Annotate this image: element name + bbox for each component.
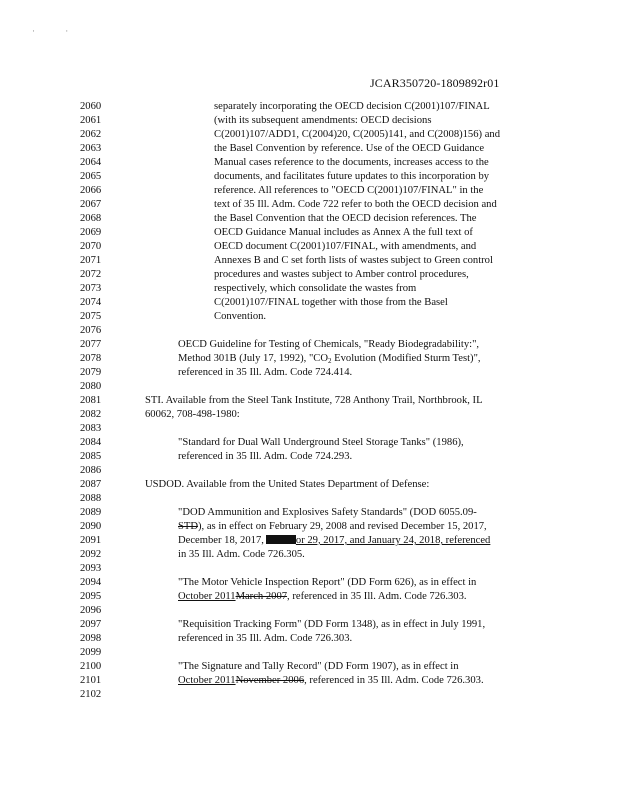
line-text-part: ), as in effect on February 29, 2008 and revised December 15, 2017, [198,521,487,532]
line-number: 2063 [80,143,102,154]
line-number: 2098 [80,633,102,644]
line-text: USDOD. Available from the United States Department of Defense: [145,479,430,490]
line-text [178,352,481,366]
line-number: 2079 [80,367,102,378]
line-number: 2062 [80,129,102,140]
line-row [0,240,618,254]
line-row [0,128,618,142]
line-text: C(2001)107/FINAL together with those from the Basel [214,297,448,308]
line-text: "Requisition Tracking Form" (DD Form 1348), as in effect in July 1991, [178,619,486,630]
line-number: 2101 [80,675,102,686]
line-text: 60062, 708-498-1980: [145,409,240,420]
line-text: C(2001)107/ADD1, C(2004)20, C(2005)141, and C(2008)156) and [214,129,501,140]
line-number: 2082 [80,409,102,420]
line-number: 2087 [80,479,102,490]
line-row [0,450,618,464]
line-row [0,674,618,688]
line-row [0,198,618,212]
line-row [0,212,618,226]
line-row [0,534,618,548]
line-text: referenced in 35 Ill. Adm. Code 724.414. [178,367,353,378]
line-text: procedures and wastes subject to Amber control procedures, [214,269,469,280]
line-text-part: , referenced in 35 Ill. Adm. Code 726.303. [304,675,484,686]
line-number: 2069 [80,227,102,238]
line-row [0,660,618,674]
line-text-part: Evolution (Modified Sturm Test)", [331,353,481,364]
line-text: the Basel Convention that the OECD decision references. The [214,213,477,224]
line-number: 2074 [80,297,102,308]
line-row [0,464,618,478]
line-row [0,688,618,702]
line-row [0,184,618,198]
line-number: 2064 [80,157,102,168]
document-id: JCAR350720-1809892r01 [370,76,500,90]
struck-text: March 2007 [235,591,288,602]
line-text: "DOD Ammunition and Explosives Safety Standards" (DOD 6055.09- [178,507,477,518]
line-row [0,380,618,394]
line-text: OECD document C(2001)107/FINAL, with amendments, and [214,241,477,252]
line-number: 2077 [80,339,102,350]
line-number: 2096 [80,605,102,616]
line-number: 2088 [80,493,102,504]
line-text [178,590,467,604]
line-text: referenced in 35 Ill. Adm. Code 726.303. [178,633,353,644]
line-number: 2065 [80,171,102,182]
struck-text: November 2006 [235,675,305,686]
underlined-text: October 2011 [178,675,236,686]
line-row [0,520,618,534]
line-row [0,548,618,562]
line-row [0,282,618,296]
line-text [178,674,484,688]
line-row [0,100,618,114]
line-text: OECD Guidance Manual includes as Annex A the full text of [214,227,473,238]
line-text: in 35 Ill. Adm. Code 726.305. [178,549,305,560]
struck-text: STD [178,521,199,532]
line-row [0,562,618,576]
line-number: 2083 [80,423,102,434]
line-row [0,576,618,590]
line-text: (with its subsequent amendments: OECD decisions [214,115,432,126]
line-text: OECD Guideline for Testing of Chemicals, "Ready Biodegradability:", [178,339,480,350]
line-number: 2095 [80,591,102,602]
line-number: 2085 [80,451,102,462]
line-number: 2060 [80,101,102,112]
line-row [0,646,618,660]
line-number: 2075 [80,311,102,322]
line-number: 2068 [80,213,102,224]
underlined-text: October 2011 [178,591,236,602]
underlined-text: or 29, 2017, and January 24, 2018, referenced [295,535,491,546]
line-text: text of 35 Ill. Adm. Code 722 refer to both the OECD decision and [214,199,497,210]
line-row [0,156,618,170]
line-row [0,506,618,520]
line-row [0,226,618,240]
line-text: Convention. [214,311,267,322]
line-number: 2100 [80,661,102,672]
line-row [0,618,618,632]
line-row [0,338,618,352]
line-row [0,310,618,324]
line-row [0,324,618,338]
line-row [0,632,618,646]
line-number: 2086 [80,465,102,476]
line-number: 2067 [80,199,102,210]
line-number: 2094 [80,577,102,588]
line-row [0,142,618,156]
line-number: 2084 [80,437,102,448]
line-number: 2097 [80,619,102,630]
redaction-block [266,535,296,544]
line-text: "The Motor Vehicle Inspection Report" (DD Form 626), as in effect in [178,577,477,588]
corner-marks: · · [32,26,83,36]
line-text: Manual cases reference to the documents, increases access to the [214,157,489,168]
line-number: 2061 [80,115,102,126]
line-text: "Standard for Dual Wall Underground Steel Storage Tanks" (1986), [178,437,464,448]
line-number: 2090 [80,521,102,532]
line-row [0,170,618,184]
line-number: 2070 [80,241,102,252]
line-row [0,436,618,450]
line-number: 2102 [80,689,102,700]
line-text: the Basel Convention by reference. Use of the OECD Guidance [214,143,485,154]
line-row [0,492,618,506]
line-number: 2066 [80,185,102,196]
line-row [0,422,618,436]
line-text: Annexes B and C set forth lists of wastes subject to Green control [214,255,493,266]
line-number: 2071 [80,255,102,266]
line-text-part: December 18, 2017, [178,535,264,546]
line-row [0,352,618,366]
line-number: 2078 [80,353,102,364]
line-row [0,394,618,408]
line-number: 2091 [80,535,102,546]
line-text: "The Signature and Tally Record" (DD Form 1907), as in effect in [178,661,459,672]
line-text-part: Method 301B (July 17, 1992), "CO [178,353,328,364]
line-text [178,534,490,548]
line-number: 2081 [80,395,102,406]
line-number: 2093 [80,563,102,574]
line-row [0,604,618,618]
subscript: 2 [328,357,332,365]
line-row [0,254,618,268]
line-row [0,366,618,380]
line-row [0,114,618,128]
line-row [0,268,618,282]
line-number: 2092 [80,549,102,560]
line-number: 2073 [80,283,102,294]
line-text: respectively, which consolidate the wastes from [214,283,417,294]
line-row [0,296,618,310]
line-number: 2099 [80,647,102,658]
line-row [0,408,618,422]
line-number: 2080 [80,381,102,392]
line-text: documents, and facilitates future updates to this incorporation by [214,171,490,182]
line-number: 2072 [80,269,102,280]
line-text: separately incorporating the OECD decision C(2001)107/FINAL [214,101,490,112]
line-text: reference. All references to "OECD C(2001)107/FINAL" in the [214,185,484,196]
line-number: 2089 [80,507,102,518]
line-number: 2076 [80,325,102,336]
line-text: STI. Available from the Steel Tank Institute, 728 Anthony Trail, Northbrook, IL [145,395,483,406]
line-text: referenced in 35 Ill. Adm. Code 724.293. [178,451,353,462]
line-text-part: , referenced in 35 Ill. Adm. Code 726.303. [287,591,467,602]
line-row [0,590,618,604]
line-text [178,520,487,534]
line-row [0,478,618,492]
